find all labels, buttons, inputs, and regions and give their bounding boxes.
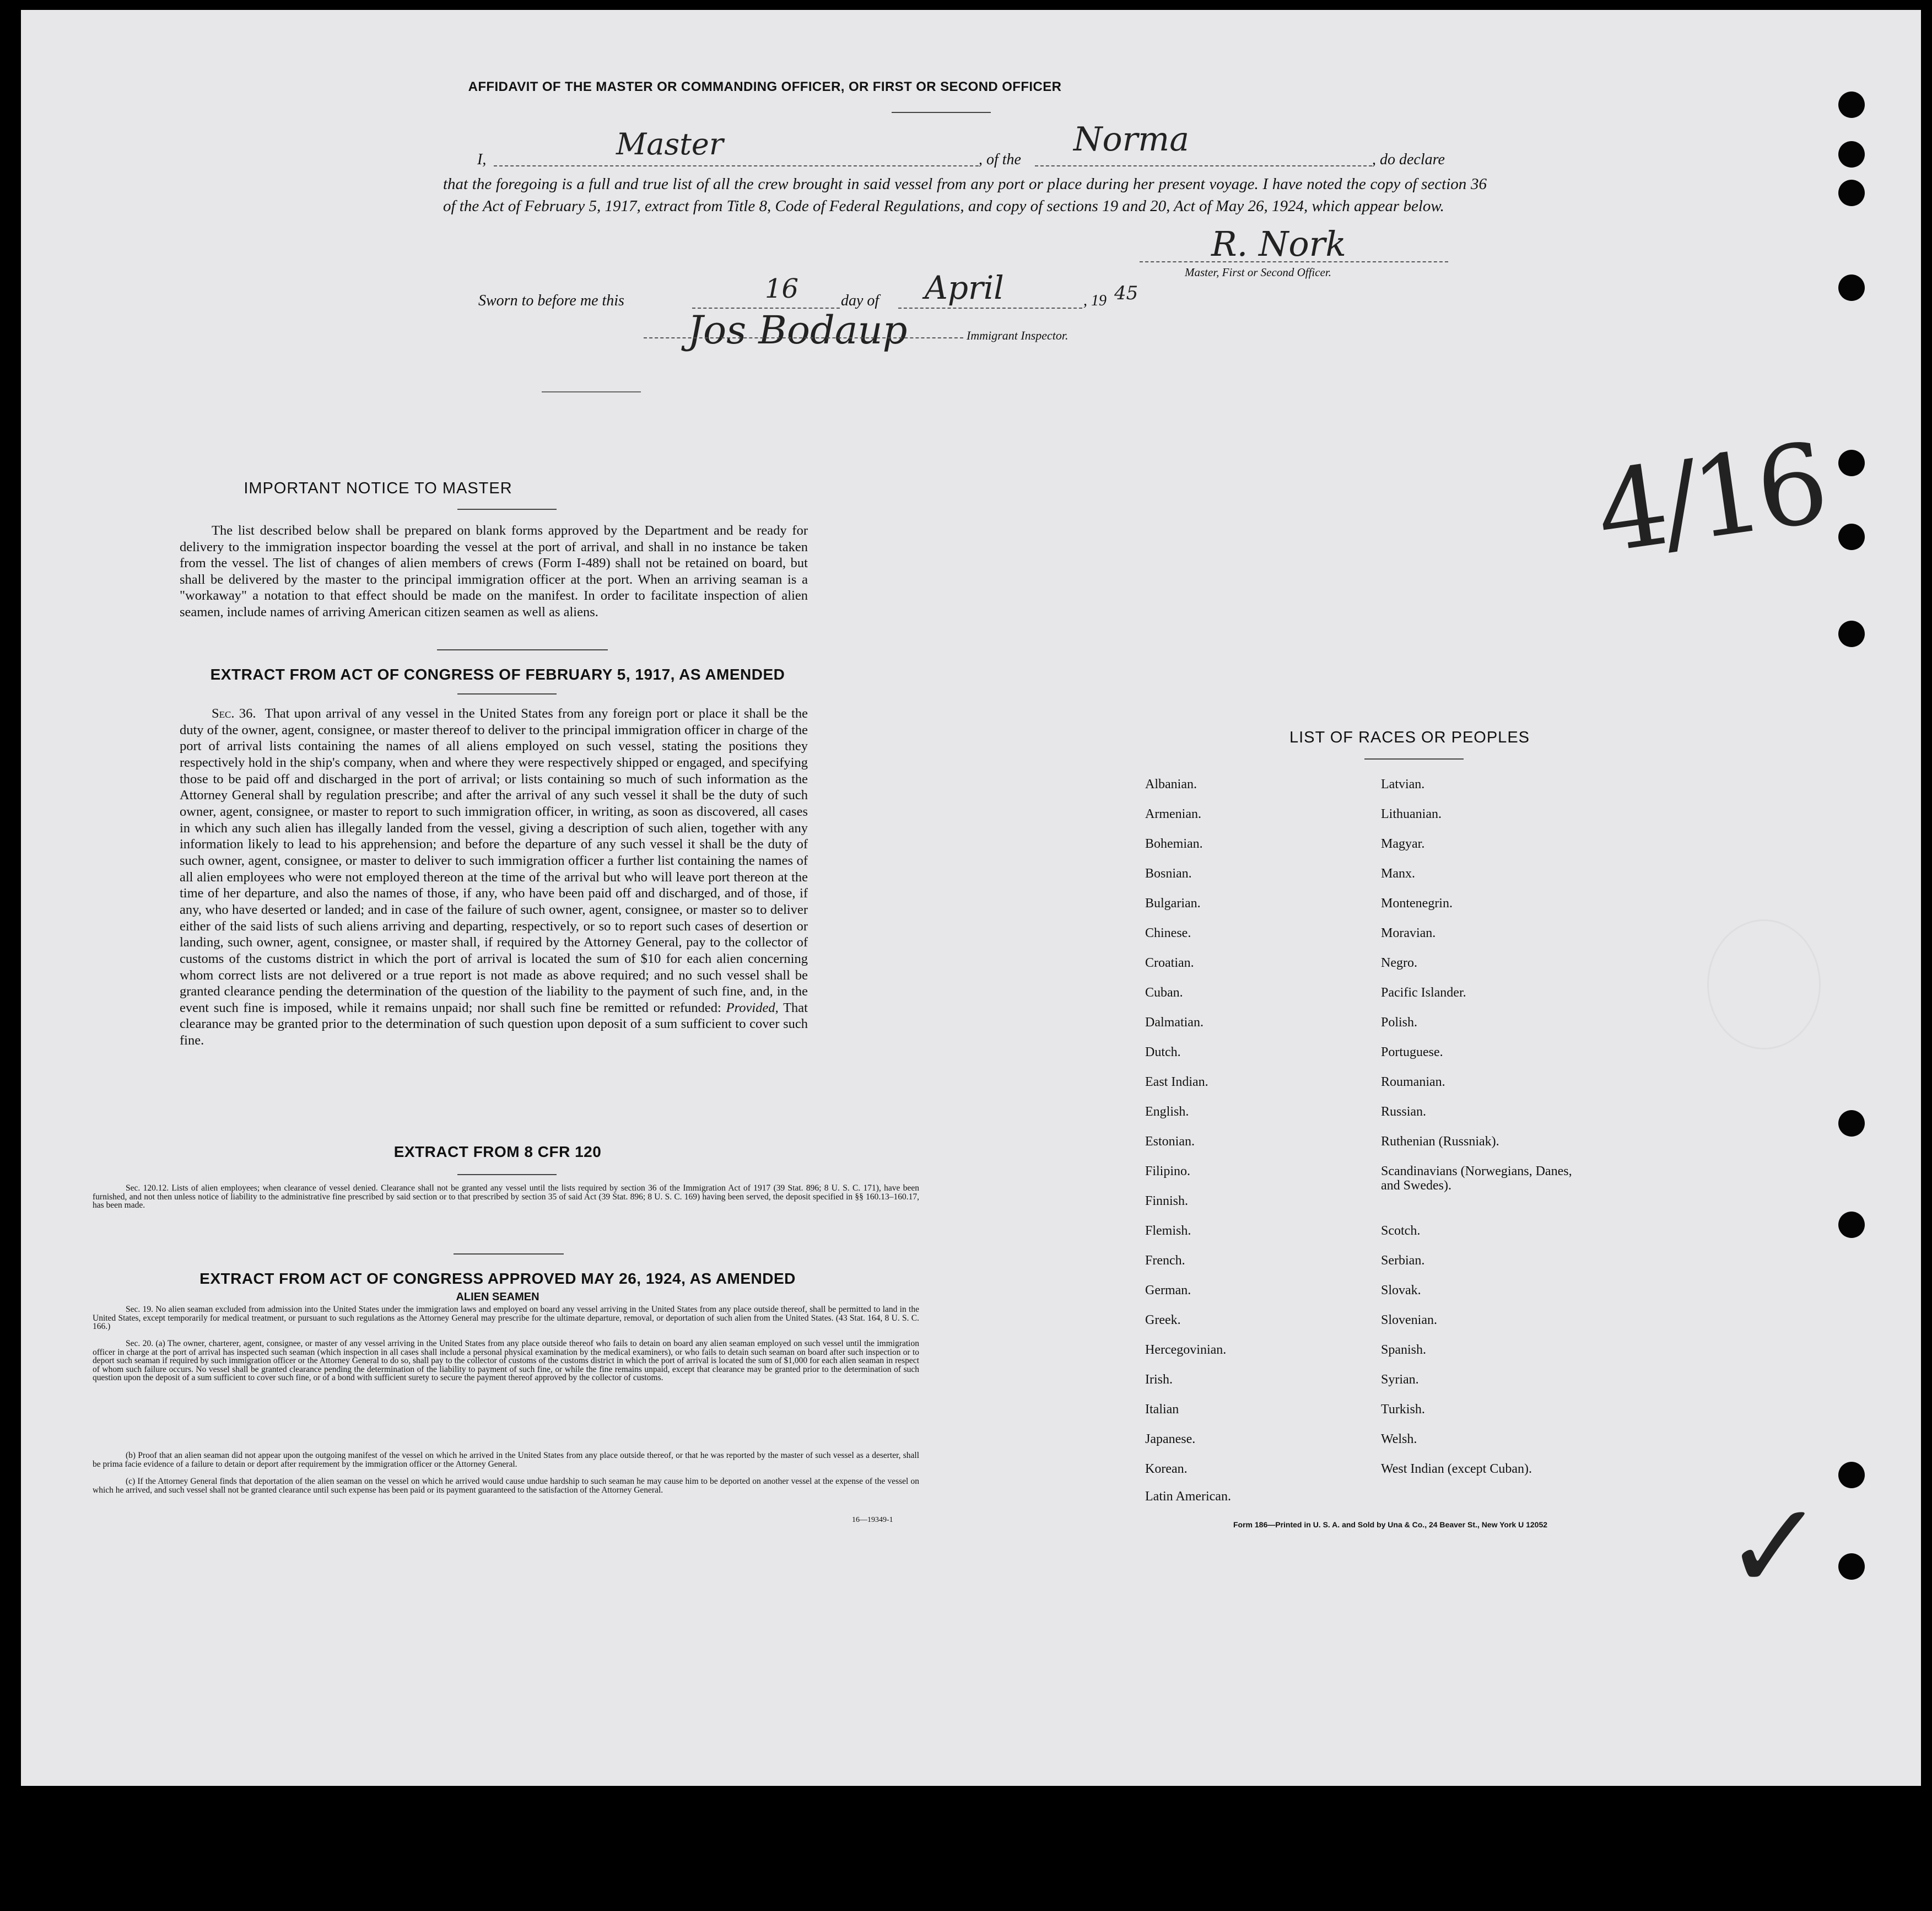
affidavit-end-rule (542, 391, 641, 392)
race-item: Russian. (1381, 1105, 1427, 1119)
race-item: Irish. (1145, 1372, 1173, 1387)
inspector-line (644, 337, 963, 338)
month-line (898, 308, 1082, 309)
print-code: 16—19349-1 (852, 1516, 893, 1524)
race-item: Spanish. (1381, 1343, 1427, 1357)
race-item: West Indian (except Cuban). (1381, 1462, 1532, 1476)
sec-20b-text: (b) Proof that an alien seaman did not appear upon the outgoing manifest of the vessel on which he arrived in the United States from any place outside thereof, or that he was reported by the master of such vessel as a deserter, shall be prima facie evidence of a failure to detain or deport after requirement by the immigration officer or the Attorney General. (93, 1451, 919, 1469)
extract-1924-subtitle: ALIEN SEAMEN (456, 1291, 539, 1303)
race-item: English. (1145, 1105, 1189, 1119)
check-mark: ✓ (1724, 1476, 1826, 1617)
inspector-caption: Immigrant Inspector. (967, 329, 1068, 342)
race-item: Scotch. (1381, 1224, 1421, 1238)
binder-hole-8 (1838, 1110, 1865, 1137)
day-of-label: day of (841, 292, 879, 309)
race-item: Negro. (1381, 956, 1417, 970)
binder-hole-2 (1838, 141, 1865, 168)
race-item: Slovak. (1381, 1283, 1421, 1298)
year-handwritten: 45 (1114, 282, 1138, 304)
races-title: LIST OF RACES OR PEOPLES (1289, 729, 1530, 746)
race-item: Cuban. (1145, 986, 1183, 1000)
binder-hole-6 (1838, 524, 1865, 550)
extract-1924-title: EXTRACT FROM ACT OF CONGRESS APPROVED MAY 26, 1924, AS AMENDED (199, 1270, 796, 1287)
race-item: Latin American. (1145, 1489, 1231, 1504)
race-item: Italian (1145, 1402, 1179, 1417)
faint-stamp (1707, 919, 1821, 1049)
race-item: Pacific Islander. (1381, 986, 1466, 1000)
race-item: Armenian. (1145, 807, 1201, 821)
month-handwritten: April (925, 269, 1004, 306)
race-item: Dalmatian. (1145, 1015, 1204, 1030)
master-line (494, 165, 979, 166)
race-item: Ruthenian (Russniak). (1381, 1134, 1499, 1149)
race-item: Moravian. (1381, 926, 1436, 940)
race-item: Latvian. (1381, 777, 1425, 792)
binder-hole-11 (1838, 1553, 1865, 1580)
race-item: Bosnian. (1145, 866, 1192, 881)
extract-cfr-title: EXTRACT FROM 8 CFR 120 (393, 1143, 602, 1160)
binder-hole-3 (1838, 180, 1865, 206)
race-item: German. (1145, 1283, 1191, 1298)
race-item: Portuguese. (1381, 1045, 1443, 1059)
sworn-label: Sworn to before me this (478, 292, 624, 309)
race-item: Polish. (1381, 1015, 1418, 1030)
race-item: French. (1145, 1253, 1185, 1268)
race-item: Syrian. (1381, 1372, 1419, 1387)
race-item: Turkish. (1381, 1402, 1425, 1417)
i-label: I, (477, 151, 487, 168)
sec-20c-text: (c) If the Attorney General finds that deportation of the alien seaman on the vessel on which he arrived would cause undue hardship to such seaman he may cause him to be deported on another vessel at the expense of the vessel on which he arrived, and such vessel shall not be granted clearance until such expense has been paid or its payment guaranteed to the satisfaction of the Attorney General. (93, 1477, 919, 1495)
date-margin-note: 4/16 (1589, 419, 1831, 578)
affidavit-body: that the foregoing is a full and true list of all the crew brought in said vessel from any port or place during her present voyage. I have noted the copy of section 36 of the Act of February 5, 1917, extract from Title 8, Code of Federal Regulations, and copy of sections 19 and 20, Act of May 26, 1924, which appear below. (443, 175, 1487, 215)
master-signature: R. Nork (1211, 224, 1346, 264)
race-item: Estonian. (1145, 1134, 1195, 1149)
of-the-label: , of the (979, 151, 1021, 168)
binder-hole-10 (1838, 1462, 1865, 1488)
vessel-line (1035, 165, 1372, 166)
race-item: Magyar. (1381, 837, 1425, 851)
race-item: Japanese. (1145, 1432, 1196, 1446)
master-handwritten: Master (616, 127, 724, 162)
race-item: Serbian. (1381, 1253, 1425, 1268)
race-item: Roumanian. (1381, 1075, 1445, 1089)
affidavit-title: AFFIDAVIT OF THE MASTER OR COMMANDING OFFICER, OR FIRST OR SECOND OFFICER (468, 79, 1062, 94)
race-item: Greek. (1145, 1313, 1181, 1327)
sec-36-text-end: That clearance may be granted prior to the determination of such question upon deposit of a sum sufficient to cover such fine. (180, 1000, 808, 1048)
race-item: Manx. (1381, 866, 1415, 881)
extract-cfr-title-rule (457, 1174, 557, 1175)
races-title-rule (1364, 758, 1464, 760)
binder-hole-7 (1838, 621, 1865, 647)
affidavit-title-rule (892, 112, 991, 113)
signature-caption: Master, First or Second Officer. (1185, 266, 1331, 279)
notice-text: The list described below shall be prepared on blank forms approved by the Department and be ready for delivery to the immigration inspector boarding the vessel at the port of arrival, and shall in no instance be taken from the vessel. The list of changes of alien members of crews (Form I-489) shall not be retained on board, but shall be delivered by the master to the principal immigration officer at the port. When an arriving seaman is a "workaway" a notation to that effect should be made on the manifest. In order to facilitate inspection of alien seamen, include names of arriving American citizen seamen as well as aliens. (180, 523, 808, 620)
extract-1917-text (180, 706, 808, 1049)
binder-hole-4 (1838, 274, 1865, 301)
binder-hole-9 (1838, 1212, 1865, 1238)
race-item: Chinese. (1145, 926, 1191, 940)
sec-36-label: Sec. 36. (212, 706, 256, 721)
signature-line (1140, 261, 1448, 262)
race-item: Flemish. (1145, 1224, 1191, 1238)
extract-cfr-end-rule (454, 1253, 564, 1255)
vessel-handwritten: Norma (1073, 120, 1189, 159)
form-footer: Form 186—Printed in U. S. A. and Sold by Una & Co., 24 Beaver St., New York U 12052 (1233, 1520, 1548, 1529)
extract-cfr-text: Sec. 120.12. Lists of alien employees; when clearance of vessel denied. Clearance shall not be granted any vessel until the lists required by section 36 of the Immigration Act of 1917 (39 Stat. 896; 8 U. S. C. 171), have been furnished, and not then unless notice of liability to the administrative fine prescribed by said section or to that prescribed by section 35 of said Act (39 Stat. 896; 8 U. S. C. 169) having been served, the deposit specified in §§ 160.13–160.17, has been made. (93, 1183, 919, 1210)
race-item: Lithuanian. (1381, 807, 1442, 821)
race-item: East Indian. (1145, 1075, 1208, 1089)
notice-title-rule (457, 509, 557, 510)
race-item: Montenegrin. (1381, 896, 1453, 911)
race-item: Bohemian. (1145, 837, 1203, 851)
race-item: Korean. (1145, 1462, 1188, 1476)
inspector-signature: Jos Bodaup (688, 308, 908, 353)
provided-word: Provided, (726, 1000, 779, 1015)
race-item: Croatian. (1145, 956, 1194, 970)
year-prefix: , 19 (1083, 292, 1107, 309)
notice-title: IMPORTANT NOTICE TO MASTER (244, 480, 512, 497)
notice-end-rule (437, 649, 608, 650)
binder-hole-5 (1838, 450, 1865, 476)
race-item: Scandinavians (Norwegians, Danes, and Swedes). (1381, 1164, 1572, 1193)
race-item: Bulgarian. (1145, 896, 1201, 911)
day-handwritten: 16 (765, 273, 799, 304)
race-item: Hercegovinian. (1145, 1343, 1227, 1357)
extract-1917-title-rule (457, 693, 557, 695)
race-item: Slovenian. (1381, 1313, 1437, 1327)
binder-hole-1 (1838, 91, 1865, 118)
extract-1917-title: EXTRACT FROM ACT OF CONGRESS OF FEBRUARY 5, 1917, AS AMENDED (210, 666, 785, 683)
sec-19-text: Sec. 19. No alien seaman excluded from admission into the United States under the immigration laws and employed on board any vessel arriving in the United States from any place outside thereof, shall be permitted to land in the United States, except temporarily for medical treatment, or pursuant to such regulations as the Attorney General may prescribe for the ultimate departure, removal, or deportation of such alien from the United States. (43 Stat. 164, 8 U. S. C. 166.) (93, 1305, 919, 1332)
race-item: Dutch. (1145, 1045, 1181, 1059)
document-page (21, 10, 1921, 1786)
sec-20a-text: Sec. 20. (a) The owner, charterer, agent, consignee, or master of any vessel arriving in the United States from any place outside thereof who fails to detain on board any alien seaman employed on such vessel until the immigration officer in charge at the port of arrival has inspected such seaman (which inspection in all cases shall include a personal physical examination by the medical examiners), or who fails to detain such seaman on board after such inspection or to deport such seaman if required by such immigration officer or the Attorney General to do so, shall pay to the collector of customs of the customs district in which the port of arrival is located the sum of $1,000 for each alien seaman in respect of whom such failure occurs. No vessel shall be granted clearance pending the determination of the liability to payment of such fine, or while the fine remains unpaid, except that clearance may be granted prior to the determination of such question upon the deposit of a sum sufficient to cover such fine, or of a bond with sufficient surety to secure the payment thereof approved by the collector of customs. (93, 1339, 919, 1383)
sec-36-text: That upon arrival of any vessel in the United States from any foreign port or place it shall be the duty of the owner, agent, consignee, or master thereof to deliver to the principal immigration officer in charge of the port of arrival lists containing the names of all aliens employed on such vessel, stating the positions they respectively hold in the ship's company, when and where they were respectively shipped or engaged, and specifying those to be paid off and discharged in the port of arrival; or lists containing so much of such information as the Attorney General shall by regulation prescribe; and after the arrival of any such vessel it shall be the duty of such owner, agent, consignee, or master to report to such immigration officer, in writing, as soon as discovered, all cases in which any such alien has illegally landed from the vessel, giving a description of such alien, together with any information likely to lead to his apprehension; and before the departure of any such vessel it shall be the duty of such owner, agent, consignee, or master to deliver to such immigration officer a further list containing the names of all alien employees who were not employed thereon at the time of the arrival but who will leave port thereon at the time of her departure, and also the names of those, if any, who have been paid off and discharged, and of those, if any, who have deserted or landed; and in case of the failure of such owner, agent, consignee, or master so to deliver either of the said lists of such aliens arriving and departing, respectively, or so to report such cases of desertion or landing, such owner, agent, consignee, or master shall, if required by the Attorney General, pay to the collector of customs of the customs district in which the port of arrival is located the sum of $10 for each alien concerning whom correct lists are not delivered or a true report is not made as above required; and no such vessel shall be granted clearance pending the determination of the question of the liability to the payment of such fine, and, in the event such fine is imposed, while it remains unpaid; nor shall such fine be remitted or refunded: (180, 706, 808, 1015)
race-item: Welsh. (1381, 1432, 1417, 1446)
do-declare-label: , do declare (1372, 151, 1445, 168)
race-item: Finnish. (1145, 1194, 1189, 1208)
race-item: Filipino. (1145, 1164, 1191, 1178)
race-item: Albanian. (1145, 777, 1197, 792)
